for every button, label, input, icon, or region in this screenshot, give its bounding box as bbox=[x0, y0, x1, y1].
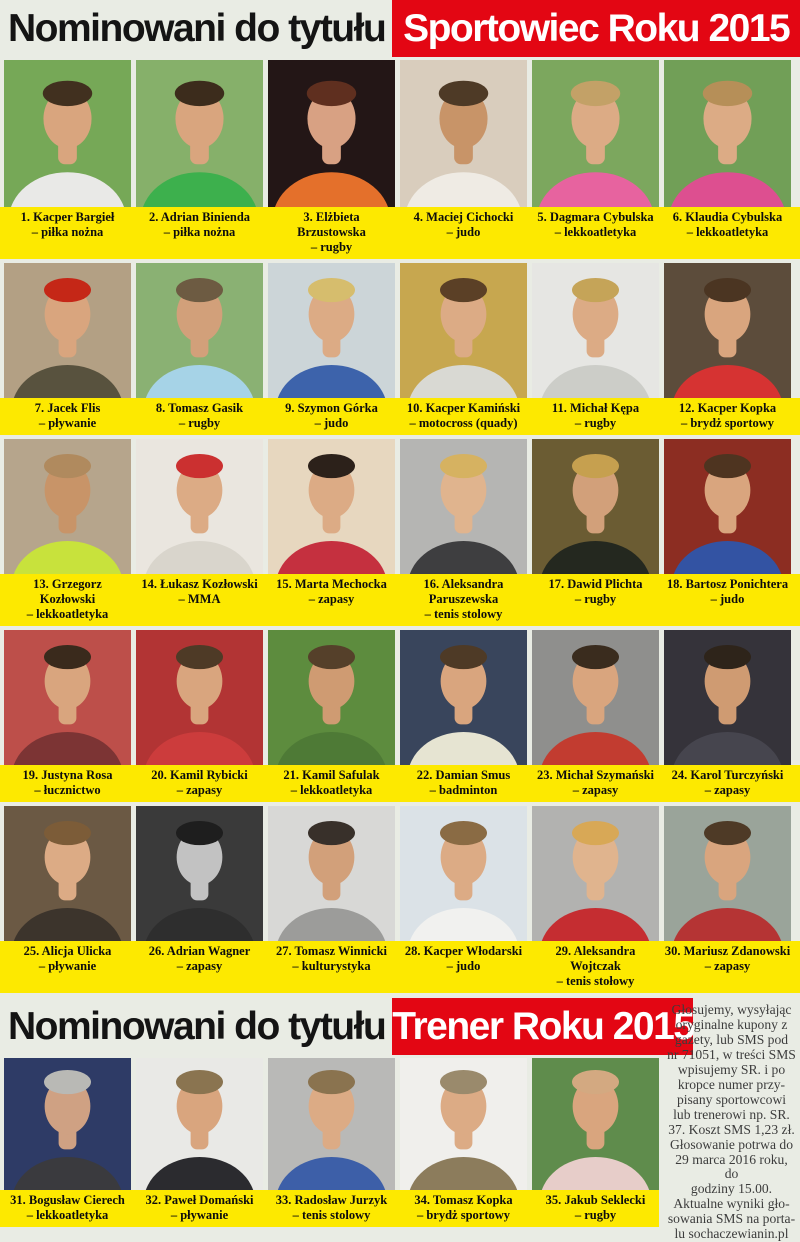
athletes-photo-row bbox=[0, 806, 800, 941]
nominee-photo bbox=[664, 630, 791, 765]
nominee-caption bbox=[400, 944, 527, 989]
nominee-caption bbox=[136, 1193, 263, 1223]
nominee-caption bbox=[532, 768, 659, 798]
person-silhouette-icon bbox=[664, 439, 791, 574]
nominee-name: 3. Elżbieta Brzustowska bbox=[297, 210, 366, 239]
nominee-sport: – MMA bbox=[178, 592, 221, 606]
person-silhouette-icon bbox=[268, 630, 395, 765]
athletes-caption-strip bbox=[0, 574, 800, 626]
voting-line: kropce numer przy- bbox=[677, 1076, 786, 1092]
person-silhouette-icon bbox=[4, 1058, 131, 1190]
nominee-sport: – rugby bbox=[574, 592, 617, 606]
nominee-sport: – pływanie bbox=[38, 416, 97, 430]
person-silhouette-icon bbox=[400, 806, 527, 941]
nominee-photo bbox=[664, 439, 791, 574]
nominee-name: 32. Paweł Domański bbox=[145, 1193, 254, 1207]
nominee-name: 17. Dawid Plichta bbox=[548, 577, 643, 591]
nominee-name: 13. Grzegorz Kozłowski bbox=[33, 577, 102, 606]
person-silhouette-icon bbox=[268, 60, 395, 207]
nominee-photo bbox=[400, 630, 527, 765]
voting-line: 37. Koszt SMS 1,23 zł. bbox=[668, 1121, 795, 1137]
nominee-name: 5. Dagmara Cybulska bbox=[537, 210, 654, 224]
trainers-photo-row bbox=[0, 1058, 661, 1190]
nominee-photo bbox=[400, 439, 527, 574]
nominee-name: 18. Bartosz Ponichtera bbox=[666, 577, 789, 591]
person-silhouette-icon bbox=[400, 630, 527, 765]
nominee-photo bbox=[664, 806, 791, 941]
nominee-photo bbox=[268, 1058, 395, 1190]
nominee-sport: – zapasy bbox=[308, 592, 355, 606]
person-silhouette-icon bbox=[664, 806, 791, 941]
nominee-photo bbox=[268, 630, 395, 765]
nominee-caption bbox=[268, 577, 395, 622]
person-silhouette-icon bbox=[136, 439, 263, 574]
voting-line: nr 71051, w treści SMS bbox=[667, 1046, 796, 1062]
person-silhouette-icon bbox=[664, 60, 791, 207]
trainers-caption-strip bbox=[0, 1190, 659, 1227]
nominee-photo bbox=[532, 439, 659, 574]
nominee-name: 26. Adrian Wagner bbox=[148, 944, 251, 958]
nominee-sport: – lekkoatletyka bbox=[26, 607, 109, 621]
nominee-name: 24. Karol Turczyński bbox=[671, 768, 784, 782]
person-silhouette-icon bbox=[532, 1058, 659, 1190]
nominee-caption bbox=[664, 768, 791, 798]
nominee-sport: – lekkoatletyka bbox=[26, 1208, 109, 1222]
nominee-photo bbox=[400, 1058, 527, 1190]
nominee-sport: – rugby bbox=[310, 240, 353, 254]
person-silhouette-icon bbox=[4, 60, 131, 207]
voting-line: lu sochaczewianin.pl bbox=[674, 1226, 789, 1242]
person-silhouette-icon bbox=[136, 806, 263, 941]
nominee-photo bbox=[136, 439, 263, 574]
nominee-caption bbox=[136, 768, 263, 798]
header-trener bbox=[0, 998, 694, 1055]
nominee-caption bbox=[4, 768, 131, 798]
person-silhouette-icon bbox=[268, 806, 395, 941]
nominee-sport: – zapasy bbox=[176, 959, 223, 973]
nominee-photo bbox=[532, 1058, 659, 1190]
header-prefix: Nominowani do tytułu bbox=[8, 1005, 386, 1048]
person-silhouette-icon bbox=[532, 806, 659, 941]
nominee-caption bbox=[4, 401, 131, 431]
nominee-sport: – lekkoatletyka bbox=[554, 225, 637, 239]
nominee-caption bbox=[664, 401, 791, 431]
nominee-caption bbox=[4, 210, 131, 255]
nominee-sport: – brydż sportowy bbox=[680, 416, 775, 430]
nominee-caption bbox=[136, 944, 263, 989]
person-silhouette-icon bbox=[136, 630, 263, 765]
header-sportowiec bbox=[0, 0, 800, 57]
nominee-caption bbox=[136, 577, 263, 622]
athletes-caption-strip bbox=[0, 398, 800, 435]
nominee-caption bbox=[532, 401, 659, 431]
nominee-caption bbox=[664, 210, 791, 255]
nominee-sport: – rugby bbox=[574, 1208, 617, 1222]
nominee-sport: – lekkoatletyka bbox=[290, 783, 373, 797]
nominee-name: 12. Kacper Kopka bbox=[678, 401, 777, 415]
nominee-caption bbox=[268, 210, 395, 255]
athletes-caption-strip bbox=[0, 941, 800, 993]
nominee-name: 8. Tomasz Gasik bbox=[155, 401, 244, 415]
nominee-caption bbox=[400, 401, 527, 431]
nominee-name: 28. Kacper Włodarski bbox=[404, 944, 523, 958]
athletes-caption-strip bbox=[0, 207, 800, 259]
voting-line: Głosowanie potrwa do bbox=[669, 1136, 794, 1152]
nominee-photo bbox=[532, 60, 659, 207]
person-silhouette-icon bbox=[664, 630, 791, 765]
person-silhouette-icon bbox=[136, 263, 263, 398]
voting-line: godziny 15.00. bbox=[690, 1181, 773, 1197]
nominee-name: 1. Kacper Bargieł bbox=[20, 210, 115, 224]
nominee-sport: – judo bbox=[314, 416, 349, 430]
nominee-name: 9. Szymon Górka bbox=[285, 401, 378, 415]
person-silhouette-icon bbox=[400, 263, 527, 398]
nominee-photo bbox=[268, 806, 395, 941]
nominee-name: 31. Bogusław Cierech bbox=[10, 1193, 125, 1207]
person-silhouette-icon bbox=[400, 439, 527, 574]
nominee-name: 21. Kamil Safulak bbox=[283, 768, 380, 782]
nominee-name: 2. Adrian Binienda bbox=[148, 210, 251, 224]
voting-line: 29 marca 2016 roku, do bbox=[675, 1151, 788, 1182]
nominee-photo bbox=[664, 263, 791, 398]
person-silhouette-icon bbox=[136, 1058, 263, 1190]
athletes-caption-grid bbox=[0, 398, 800, 435]
trainers-section bbox=[0, 998, 800, 1242]
person-silhouette-icon bbox=[532, 439, 659, 574]
nominee-sport: – piłka nożna bbox=[31, 225, 104, 239]
nominee-photo bbox=[4, 630, 131, 765]
person-silhouette-icon bbox=[532, 60, 659, 207]
nominee-photo bbox=[268, 263, 395, 398]
nominee-sport: – piłka nożna bbox=[163, 225, 236, 239]
nominee-caption bbox=[532, 210, 659, 255]
nominee-name: 14. Łukasz Kozłowski bbox=[141, 577, 258, 591]
athletes-caption-grid bbox=[0, 574, 800, 626]
nominee-caption bbox=[268, 944, 395, 989]
nominee-name: 11. Michał Kępa bbox=[551, 401, 640, 415]
nominee-photo bbox=[532, 806, 659, 941]
nominee-sport: – pływanie bbox=[170, 1208, 229, 1222]
nominee-caption bbox=[268, 768, 395, 798]
person-silhouette-icon bbox=[4, 630, 131, 765]
nominee-photo bbox=[4, 1058, 131, 1190]
nominee-caption bbox=[4, 1193, 131, 1223]
voting-line: lub trenerowi np. SR. bbox=[673, 1106, 790, 1122]
nominee-name: 16. Aleksandra Paruszewska bbox=[423, 577, 504, 606]
nominee-photo bbox=[400, 263, 527, 398]
nominee-name: 23. Michał Szymański bbox=[536, 768, 655, 782]
nominee-photo bbox=[268, 60, 395, 207]
nominee-name: 35. Jakub Seklecki bbox=[545, 1193, 646, 1207]
nominee-caption bbox=[136, 401, 263, 431]
person-silhouette-icon bbox=[532, 630, 659, 765]
athletes-caption-grid bbox=[0, 207, 800, 259]
voting-instructions bbox=[661, 998, 800, 1242]
nominee-photo bbox=[136, 60, 263, 207]
nominee-photo bbox=[4, 806, 131, 941]
trainers-caption-grid bbox=[0, 1190, 659, 1227]
person-silhouette-icon bbox=[532, 263, 659, 398]
athletes-photo-row bbox=[0, 263, 800, 398]
nominee-photo bbox=[136, 1058, 263, 1190]
nominee-sport: – zapasy bbox=[176, 783, 223, 797]
nominee-caption bbox=[532, 1193, 659, 1223]
person-silhouette-icon bbox=[4, 263, 131, 398]
nominee-photo bbox=[4, 60, 131, 207]
nominee-sport: – rugby bbox=[574, 416, 617, 430]
nominee-caption bbox=[4, 944, 131, 989]
nominee-name: 20. Kamil Rybicki bbox=[151, 768, 248, 782]
nominee-sport: – zapasy bbox=[572, 783, 619, 797]
nominee-name: 6. Klaudia Cybulska bbox=[672, 210, 783, 224]
nominee-sport: – kulturystyka bbox=[292, 959, 371, 973]
nominee-name: 29. Aleksandra Wojtczak bbox=[555, 944, 636, 973]
nominee-caption bbox=[268, 401, 395, 431]
athletes-photo-row bbox=[0, 630, 800, 765]
athletes-grid bbox=[0, 60, 800, 993]
nominee-name: 22. Damian Smus bbox=[416, 768, 511, 782]
person-silhouette-icon bbox=[664, 263, 791, 398]
person-silhouette-icon bbox=[268, 263, 395, 398]
person-silhouette-icon bbox=[268, 439, 395, 574]
nominee-sport: – tenis stołowy bbox=[556, 974, 635, 988]
nominee-sport: – judo bbox=[446, 225, 481, 239]
voting-line: Głosujemy, wysyłając bbox=[671, 1002, 792, 1017]
nominee-photo bbox=[136, 630, 263, 765]
nominee-photo bbox=[136, 806, 263, 941]
nominee-caption bbox=[400, 577, 527, 622]
nominee-sport: – judo bbox=[446, 959, 481, 973]
nominee-photo bbox=[4, 439, 131, 574]
athletes-photo-row bbox=[0, 439, 800, 574]
nominee-photo bbox=[532, 630, 659, 765]
nominee-sport: – tenis stolowy bbox=[292, 1208, 371, 1222]
athletes-caption-grid bbox=[0, 941, 800, 993]
nominee-name: 4. Maciej Cichocki bbox=[413, 210, 514, 224]
nominee-sport: – tenis stolowy bbox=[424, 607, 503, 621]
nominee-name: 30. Mariusz Zdanowski bbox=[664, 944, 791, 958]
voting-line: Aktualne wyniki gło- bbox=[673, 1196, 790, 1212]
nominee-sport: – lekkoatletyka bbox=[686, 225, 769, 239]
nominee-name: 34. Tomasz Kopka bbox=[414, 1193, 513, 1207]
athletes-photo-row bbox=[0, 60, 800, 207]
nominee-sport: – pływanie bbox=[38, 959, 97, 973]
person-silhouette-icon bbox=[400, 60, 527, 207]
nominee-sport: – rugby bbox=[178, 416, 221, 430]
trainers-left-column bbox=[0, 998, 694, 1242]
nominee-caption bbox=[664, 944, 791, 989]
header-sportowiec-title: Sportowiec Roku 2015 bbox=[392, 0, 800, 57]
voting-line: wpisujemy SR. i po bbox=[677, 1061, 786, 1077]
nominee-name: 33. Radosław Jurzyk bbox=[275, 1193, 388, 1207]
nominee-caption bbox=[532, 944, 659, 989]
person-silhouette-icon bbox=[400, 1058, 527, 1190]
nominee-caption bbox=[400, 1193, 527, 1223]
nominee-sport: – badminton bbox=[429, 783, 498, 797]
nominee-sport: – zapasy bbox=[704, 959, 751, 973]
voting-line: pisany sportowcowi bbox=[676, 1091, 787, 1107]
nominee-photo bbox=[136, 263, 263, 398]
person-silhouette-icon bbox=[4, 806, 131, 941]
nominee-name: 10. Kacper Kamiński bbox=[406, 401, 521, 415]
voting-line: sowania SMS na porta- bbox=[667, 1211, 796, 1227]
nominee-caption bbox=[268, 1193, 395, 1223]
nominee-photo bbox=[400, 806, 527, 941]
nominee-sport: – brydż sportowy bbox=[416, 1208, 511, 1222]
nominee-caption bbox=[400, 768, 527, 798]
person-silhouette-icon bbox=[4, 439, 131, 574]
voting-line: oryginalne kupony z bbox=[675, 1016, 788, 1032]
nominee-sport: – motocross (quady) bbox=[409, 416, 518, 430]
athletes-caption-strip bbox=[0, 765, 800, 802]
nominee-caption bbox=[136, 210, 263, 255]
nominee-photo bbox=[400, 60, 527, 207]
nominee-sport: – judo bbox=[710, 592, 745, 606]
nominee-caption bbox=[4, 577, 131, 622]
nominee-photo bbox=[268, 439, 395, 574]
nominee-name: 15. Marta Mechocka bbox=[276, 577, 387, 591]
nominee-caption bbox=[664, 577, 791, 622]
nominee-sport: – łucznictwo bbox=[34, 783, 101, 797]
person-silhouette-icon bbox=[268, 1058, 395, 1190]
nominee-name: 19. Justyna Rosa bbox=[22, 768, 113, 782]
nominee-photo bbox=[532, 263, 659, 398]
nominee-name: 27. Tomasz Winnicki bbox=[275, 944, 388, 958]
nominee-caption bbox=[532, 577, 659, 622]
athletes-caption-grid bbox=[0, 765, 800, 802]
nominee-photo bbox=[4, 263, 131, 398]
nominee-name: 7. Jacek Flis bbox=[34, 401, 101, 415]
header-trener-title: Trener Roku 2015 bbox=[392, 998, 693, 1055]
nominee-name: 25. Alicja Ulicka bbox=[23, 944, 112, 958]
header-prefix: Nominowani do tytułu bbox=[8, 7, 386, 50]
nominee-photo bbox=[664, 60, 791, 207]
voting-line: gazety, lub SMS pod bbox=[674, 1031, 789, 1047]
nominee-sport: – zapasy bbox=[704, 783, 751, 797]
nominee-caption bbox=[400, 210, 527, 255]
person-silhouette-icon bbox=[136, 60, 263, 207]
